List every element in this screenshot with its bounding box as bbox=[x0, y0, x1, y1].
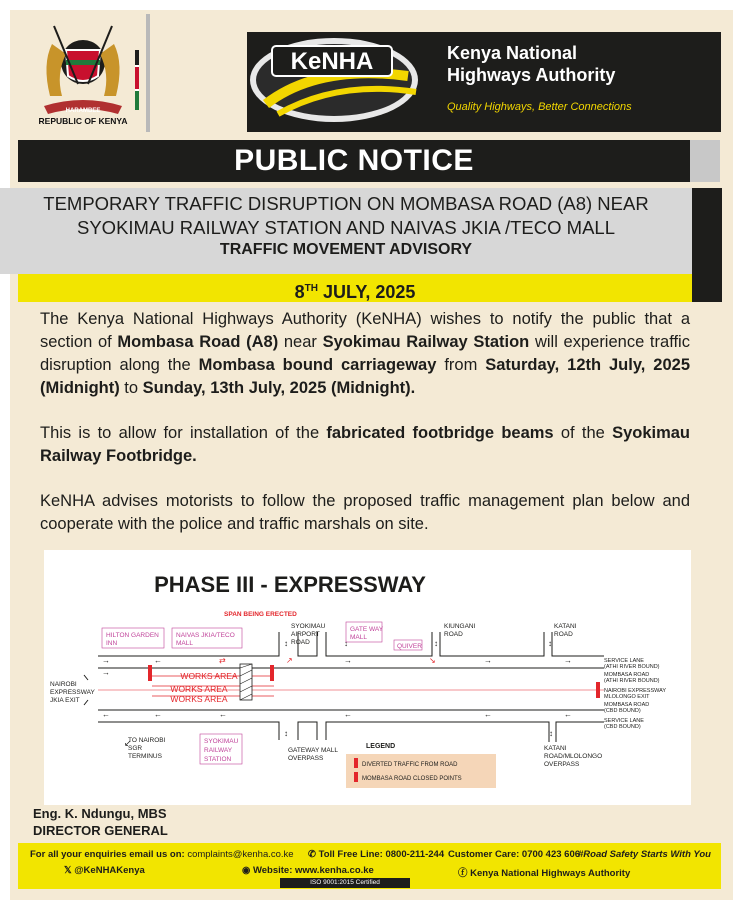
svg-text:↕: ↕ bbox=[434, 639, 438, 648]
website-row bbox=[242, 865, 374, 876]
gw-overpass-label-2: OVERPASS bbox=[288, 755, 324, 762]
airport-label-2: AIRPORT bbox=[291, 631, 320, 638]
katani-overpass-label-1: KATANI bbox=[544, 745, 567, 752]
notice-title-edge bbox=[690, 140, 720, 182]
naivas-label-2: MALL bbox=[176, 640, 193, 647]
coat-of-arms-icon bbox=[22, 14, 144, 132]
station-label-2: RAILWAY bbox=[204, 747, 233, 754]
svg-text:↘: ↘ bbox=[429, 656, 436, 665]
katani-overpass-label-3: OVERPASS bbox=[544, 761, 580, 768]
org-name bbox=[447, 42, 707, 86]
kiungani-label-2: ROAD bbox=[444, 631, 463, 638]
works-area-label-1: WORKS AREA bbox=[180, 671, 238, 681]
header-divider bbox=[146, 14, 150, 132]
email-label: For all your enquiries email us on: bbox=[30, 849, 185, 860]
facebook-row bbox=[458, 865, 630, 879]
naivas-label-1: NAIVAS JKIA/TECO bbox=[176, 632, 235, 639]
body-paragraph-2 bbox=[40, 422, 690, 468]
notice-body bbox=[40, 308, 690, 558]
globe-icon: ◉ bbox=[242, 865, 253, 876]
road-outlines bbox=[84, 632, 604, 742]
legend bbox=[346, 743, 496, 788]
facebook-icon: ⓕ bbox=[458, 868, 471, 879]
svg-text:←: ← bbox=[484, 710, 492, 719]
body-text-segment: Syokimau Railway Footbridge. bbox=[40, 424, 691, 465]
svg-text:→: → bbox=[102, 656, 110, 665]
signature-block bbox=[33, 805, 168, 839]
body-text-segment: Syokimau Railway Station bbox=[322, 333, 530, 351]
svg-text:↕: ↕ bbox=[549, 729, 553, 738]
airport-label-3: ROAD bbox=[291, 639, 310, 646]
notice-date bbox=[18, 274, 692, 302]
x-handle[interactable]: @KeNHAKenya bbox=[74, 865, 145, 876]
website-link[interactable]: Website: www.kenha.co.ke bbox=[252, 865, 374, 876]
body-text-segment: will experience traffic disruption along the bbox=[40, 333, 690, 374]
body-paragraph-3 bbox=[40, 490, 690, 536]
katani-overpass-label-2: ROAD/MLOLONGO bbox=[544, 753, 603, 760]
org-name-line1: Kenya National bbox=[447, 43, 578, 63]
hilton-label-1: HILTON GARDEN bbox=[106, 632, 159, 639]
headline-block bbox=[0, 188, 692, 274]
notice-title: PUBLIC NOTICE bbox=[18, 140, 690, 182]
r-service-cbd-2: (CBD BOUND) bbox=[604, 724, 641, 730]
sgr-label-3: TERMINUS bbox=[128, 753, 162, 760]
body-text-segment: near bbox=[278, 333, 323, 351]
country-label: REPUBLIC OF KENYA bbox=[38, 116, 128, 126]
svg-text:↕: ↕ bbox=[344, 639, 348, 648]
jkia-exit-label-2: EXPRESSWAY bbox=[50, 689, 95, 696]
headline-line1: TEMPORARY TRAFFIC DISRUPTION ON MOMBASA ROAD (A8) NEAR bbox=[43, 193, 649, 214]
email-link[interactable]: complaints@kenha.co.ke bbox=[187, 849, 294, 860]
span-label: SPAN BEING ERECTED bbox=[224, 611, 297, 618]
headline-line2: SYOKIMAU RAILWAY STATION AND NAIVAS JKIA /TECO MALL bbox=[77, 217, 615, 238]
svg-text:←: ← bbox=[154, 656, 162, 665]
subheadline: TRAFFIC MOVEMENT ADVISORY bbox=[219, 241, 473, 258]
r-service-athi-1: SERVICE LANE bbox=[604, 658, 644, 664]
gateway-label-1: GATE WAY bbox=[350, 626, 384, 633]
legend-diverted: DIVERTED TRAFFIC FROM ROAD bbox=[362, 762, 458, 768]
svg-text:→: → bbox=[484, 656, 492, 665]
airport-label-1: SYOKIMAU bbox=[291, 623, 326, 630]
date-rest: JULY, 2025 bbox=[317, 282, 416, 302]
svg-text:↕: ↕ bbox=[284, 639, 288, 648]
r-exit-2: MLOLONGO EXIT bbox=[604, 694, 650, 700]
svg-text:←: ← bbox=[219, 710, 227, 719]
signatory-title: DIRECTOR GENERAL bbox=[33, 823, 168, 838]
body-text-segment: Mombasa Road (A8) bbox=[117, 333, 279, 351]
jkia-exit-label-1: NAIROBI bbox=[50, 681, 77, 688]
coat-motto: HARAMBEE bbox=[65, 108, 101, 114]
body-text-segment: Saturday, 12th July, 2025 (Midnight) bbox=[40, 356, 691, 397]
diagram-title: PHASE III - EXPRESSWAY bbox=[154, 572, 426, 597]
svg-text:←: ← bbox=[102, 710, 110, 719]
katani-label-2: ROAD bbox=[554, 631, 573, 638]
traffic-plan-diagram bbox=[44, 550, 691, 805]
body-text-segment: Mombasa bound carriageway bbox=[198, 356, 437, 374]
legend-title: LEGEND bbox=[366, 743, 396, 750]
svg-text:↕: ↕ bbox=[284, 729, 288, 738]
r-mombasa-cbd-2: (CBD BOUND) bbox=[604, 708, 641, 714]
svg-text:→: → bbox=[344, 656, 352, 665]
svg-text:↗: ↗ bbox=[286, 656, 293, 665]
body-text-segment: fabricated footbridge beams bbox=[326, 424, 554, 442]
r-mombasa-athi-2: (ATHI RIVER BOUND) bbox=[604, 678, 660, 684]
body-text-segment: The Kenya National Highways Authority (KeNHA) wishes to notify the public that a section of bbox=[40, 310, 690, 351]
tollfree-text[interactable]: Toll Free Line: 0800-211-244 bbox=[318, 849, 445, 860]
email-row bbox=[30, 849, 294, 860]
org-name-line2: Highways Authority bbox=[447, 65, 616, 85]
body-text-segment: from bbox=[436, 356, 486, 374]
r-exit-1: NAIROBI EXPRESSWAY bbox=[604, 688, 667, 694]
svg-text:←: ← bbox=[564, 710, 572, 719]
legend-closed: MOMBASA ROAD CLOSED POINTS bbox=[362, 776, 462, 782]
x-icon: 𝕏 bbox=[64, 865, 75, 876]
svg-text:←: ← bbox=[344, 710, 352, 719]
body-text-segment: of the bbox=[553, 424, 613, 442]
body-text-segment: Sunday, 13th July, 2025 (Midnight). bbox=[142, 379, 416, 397]
x-row bbox=[64, 865, 145, 876]
station-label-3: STATION bbox=[204, 756, 232, 763]
kiungani-label-1: KIUNGANI bbox=[444, 623, 476, 630]
kenya-flag-stripe bbox=[135, 50, 139, 110]
works-area-label-2: WORKS AREA bbox=[170, 684, 228, 694]
svg-text:←: ← bbox=[154, 710, 162, 719]
hilton-label-2: INN bbox=[106, 640, 118, 647]
kenha-logo-icon bbox=[248, 28, 424, 128]
svg-text:⇄: ⇄ bbox=[219, 656, 226, 665]
svg-text:→: → bbox=[102, 668, 110, 677]
iso-badge: ISO 9001:2015 Certified bbox=[280, 878, 410, 888]
svg-text:↙: ↙ bbox=[124, 738, 132, 748]
hashtag: #Road Safety Starts With You bbox=[578, 849, 711, 860]
tollfree-row bbox=[308, 849, 444, 860]
r-service-cbd-1: SERVICE LANE bbox=[604, 718, 644, 724]
gateway-label-2: MALL bbox=[350, 634, 367, 641]
station-label-1: SYOKIMAU bbox=[204, 738, 239, 745]
jkia-exit-label-3: JKIA EXIT bbox=[50, 697, 80, 704]
logo-text: KeNHA bbox=[290, 48, 374, 75]
works-area bbox=[98, 664, 604, 704]
care-text[interactable]: Customer Care: 0700 423 606 bbox=[448, 849, 581, 860]
diagram-labels bbox=[50, 611, 666, 768]
sgr-label-2: SGR bbox=[128, 745, 143, 752]
body-text-segment: KeNHA advises motorists to follow the proposed traffic management plan below and cooperate with the police and traffic marshals on site. bbox=[40, 492, 690, 533]
signatory-name: Eng. K. Ndungu, MBS bbox=[33, 806, 167, 821]
sgr-label-1: TO NAIROBI bbox=[128, 737, 166, 744]
care-row bbox=[448, 849, 580, 860]
headline-edge bbox=[692, 188, 722, 302]
date-day: 8 bbox=[294, 282, 305, 302]
svg-text:↕: ↕ bbox=[548, 639, 552, 648]
body-text-segment: This is to allow for installation of the bbox=[40, 424, 327, 442]
phone-icon: ✆ bbox=[308, 849, 319, 860]
katani-label-1: KATANI bbox=[554, 623, 577, 630]
svg-text:→: → bbox=[564, 656, 572, 665]
r-service-athi-2: (ATHI RIVER BOUND) bbox=[604, 664, 660, 670]
r-mombasa-athi-1: MOMBASA ROAD bbox=[604, 672, 650, 678]
gw-overpass-label-1: GATEWAY MALL bbox=[288, 747, 338, 754]
date-suffix: TH bbox=[304, 283, 318, 294]
r-mombasa-cbd-1: MOMBASA ROAD bbox=[604, 702, 650, 708]
tagline: Quality Highways, Better Connections bbox=[447, 101, 632, 113]
body-paragraph-1 bbox=[40, 308, 690, 400]
quiver-label: QUIVER bbox=[397, 643, 422, 650]
works-area-label-3: WORKS AREA bbox=[170, 694, 228, 704]
body-text-segment: to bbox=[119, 379, 143, 397]
facebook-link[interactable]: Kenya National Highways Authority bbox=[470, 868, 631, 879]
